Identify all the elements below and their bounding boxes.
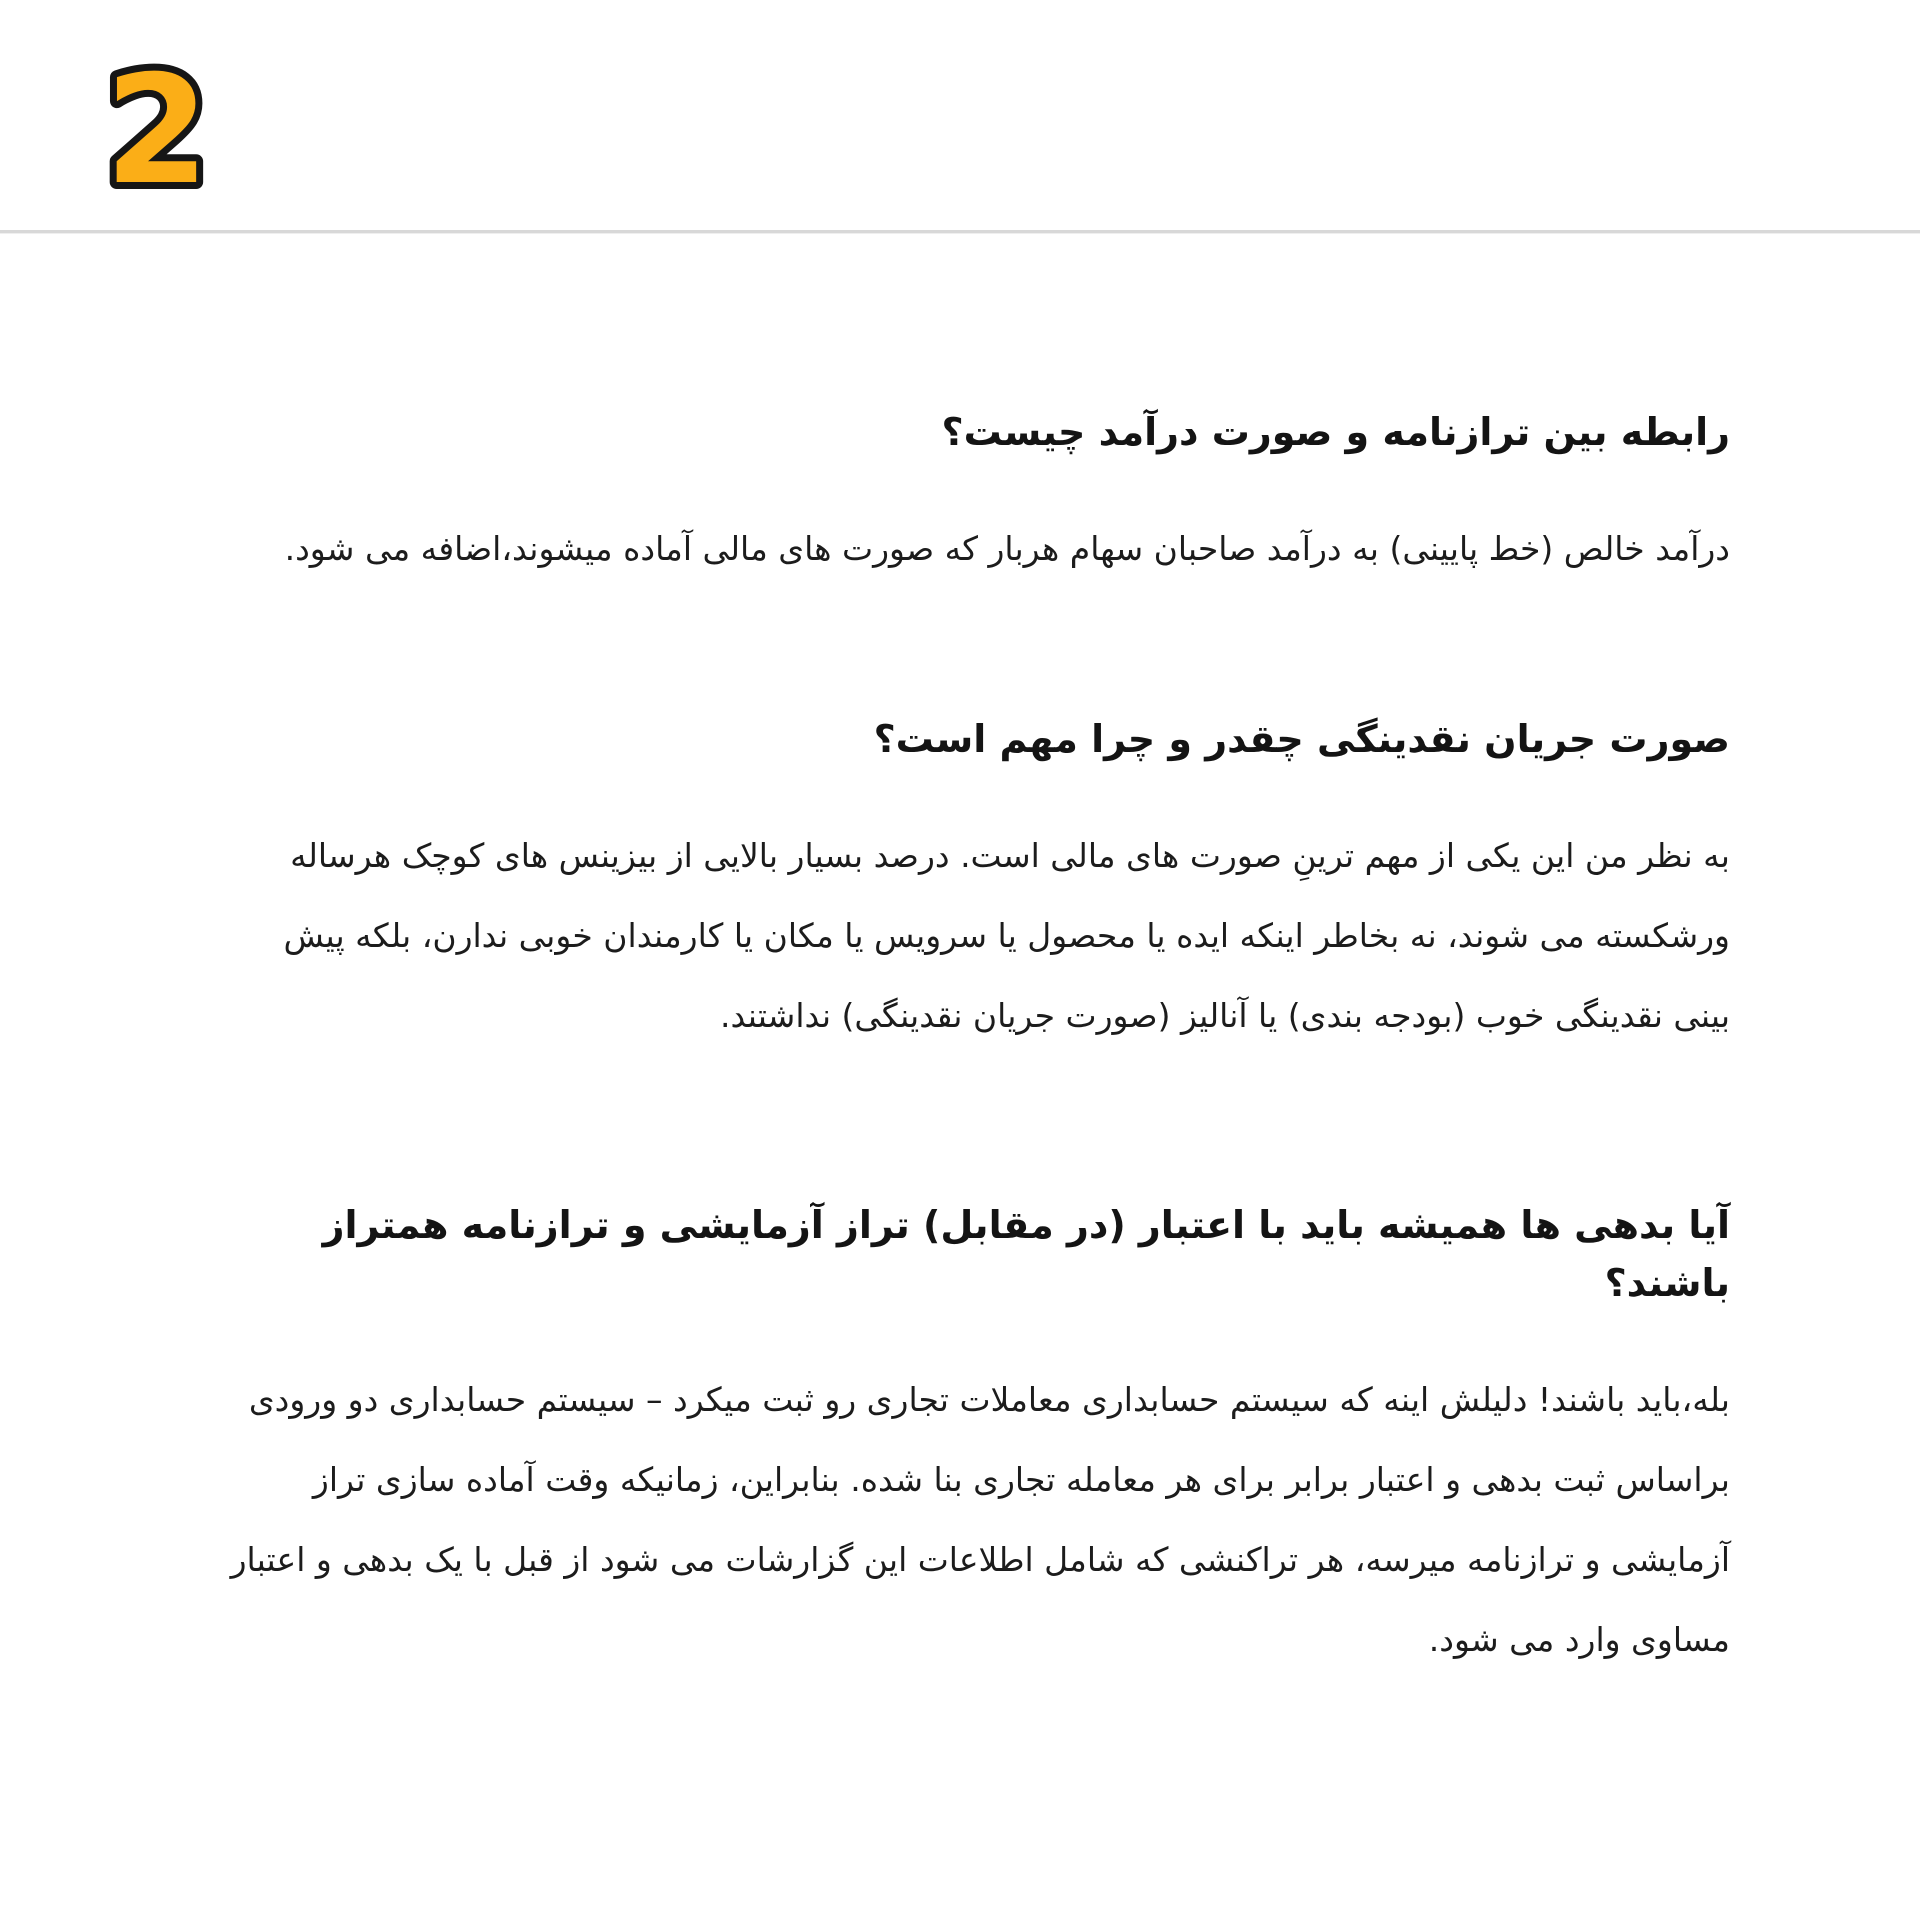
section-heading: رابطه بین ترازنامه و صورت درآمد چیست؟: [941, 410, 1730, 454]
section-paragraph: درآمد خالص (خط پایینی) به درآمد صاحبان سهام هربار که صورت های مالی آماده میشوند،اضافه می شود.: [284, 529, 1730, 568]
page-number-badge: [62, 40, 252, 230]
qa-section-debits-credits-balance: [225, 1196, 1730, 1680]
qa-section-cash-flow-importance: [225, 710, 1730, 1056]
qa-section-balance-sheet-income: [225, 403, 1730, 589]
page-number-icon: [62, 40, 252, 230]
section-heading: آیا بدهی ها همیشه باید با اعتبار (در مقابل) تراز آزمایشی و ترازنامه همتراز باشند؟: [322, 1203, 1730, 1305]
section-paragraph: بله،باید باشند! دلیلش اینه که سیستم حسابداری معاملات تجاری رو ثبت میکرد – سیستم حسابداری دو ورودی براساس ثبت بدهی و اعتبار برابر برای هر معامله تجاری بنا شده. بنابراین، زمانیکه وقت آماده سازی تراز آزمایشی و ترازنامه میرسه، هر تراکنشی که شامل اطلاعات این گزارشات می شود از قبل با یک بدهی و اعتبار مساوی وارد می شود.: [230, 1380, 1730, 1659]
header-divider: [0, 230, 1920, 234]
page-number-text: 2: [104, 44, 210, 218]
section-paragraph: به نظر من این یکی از مهم ترینِ صورت های مالی است. درصد بسیار بالایی از بیزینس های کوچک هرساله ورشکسته می شوند، نه بخاطر اینکه ایده یا محصول یا سرویس یا مکان یا کارمندان خوبی ندارن، بلکه پیش بینی نقدینگی خوب (بودجه بندی) یا آنالیز (صورت جریان نقدینگی) نداشتند.: [283, 836, 1730, 1035]
section-heading: صورت جریان نقدینگی چقدر و چرا مهم است؟: [873, 717, 1730, 761]
